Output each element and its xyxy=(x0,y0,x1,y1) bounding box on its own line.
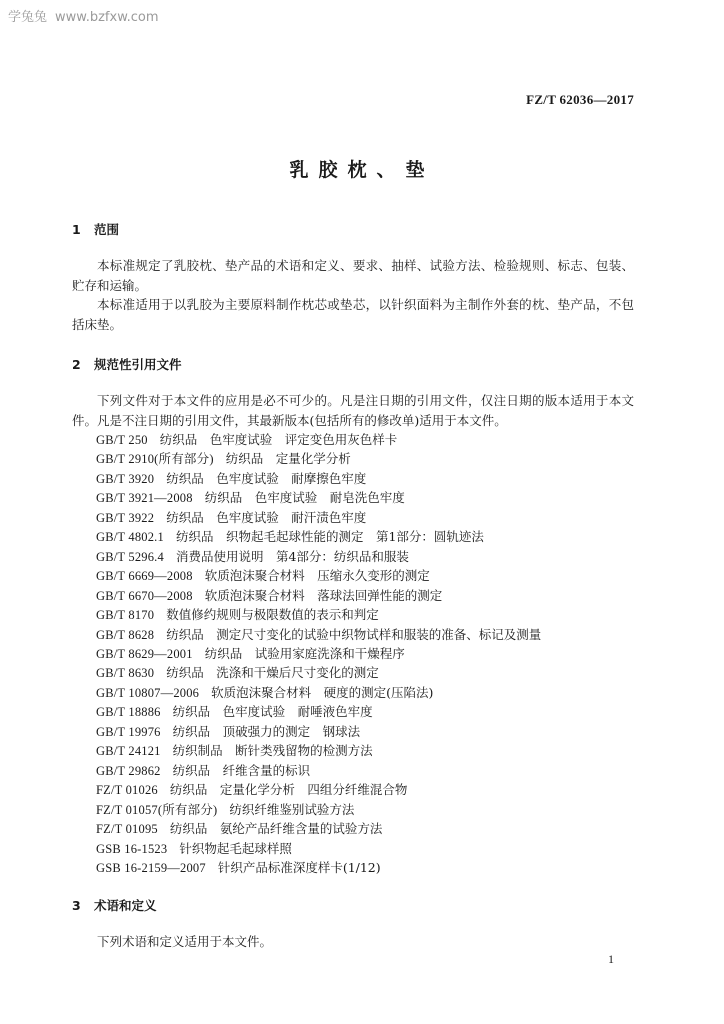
reference-code: GB/T 3922 xyxy=(96,510,155,525)
reference-item xyxy=(96,625,541,644)
reference-item xyxy=(96,800,541,819)
reference-title: 针织物起毛起球样照 xyxy=(179,840,292,856)
watermark-site-name: 学兔兔 xyxy=(8,10,48,25)
section-number: 2 xyxy=(72,357,81,372)
reference-item xyxy=(96,858,541,877)
watermark xyxy=(8,6,159,25)
reference-title: 纺织品 定量化学分析 xyxy=(225,451,351,467)
scope-paragraph-2: 本标准适用于以乳胶为主要原料制作枕芯或垫芯，以针织面料为主制作外套的枕、垫产品，不包括床垫。 xyxy=(72,297,634,332)
reference-item xyxy=(96,449,541,468)
reference-code: GB/T 8628 xyxy=(96,627,155,642)
reference-item xyxy=(96,605,541,624)
reference-title: 纺织品 色牢度试验 评定变色用灰色样卡 xyxy=(159,432,398,447)
section-heading-normative-refs xyxy=(72,355,182,373)
reference-title: 纺织品 纤维含量的标识 xyxy=(172,762,311,778)
reference-title: 软质泡沫聚合材料 压缩永久变形的测定 xyxy=(204,568,430,584)
reference-title: 软质泡沫聚合材料 落球法回弹性能的测定 xyxy=(204,587,443,603)
reference-code: GSB 16-2159—2007 xyxy=(96,860,206,875)
reference-code: GB/T 2910(所有部分) xyxy=(96,452,214,467)
section-title: 规范性引用文件 xyxy=(94,357,182,372)
reference-code: FZ/T 01026 xyxy=(96,783,158,798)
reference-title: 纺织品 色牢度试验 耐皂洗色牢度 xyxy=(204,490,405,506)
reference-item xyxy=(96,586,541,605)
reference-code: GB/T 10807—2006 xyxy=(96,685,200,700)
reference-list xyxy=(96,430,541,877)
reference-item xyxy=(96,430,541,449)
reference-item xyxy=(96,527,541,546)
reference-title: 纺织制品 断针类残留物的检测方法 xyxy=(172,743,373,759)
reference-item xyxy=(96,566,541,585)
normative-refs-intro: 下列文件对于本文件的应用是必不可少的。凡是注日期的引用文件，仅注日期的版本适用于本文件。凡是不注日期的引用文件，其最新版本(包括所有的修改单)适用于本文件。 xyxy=(72,393,634,428)
reference-code: GB/T 8170 xyxy=(96,608,155,623)
reference-item xyxy=(96,761,541,780)
reference-item xyxy=(96,663,541,682)
watermark-url: www.bzfxw.com xyxy=(55,10,159,25)
reference-code: GB/T 18886 xyxy=(96,705,161,720)
reference-item xyxy=(96,508,541,527)
document-title: 乳胶枕、垫 xyxy=(289,159,435,181)
page-number: 1 xyxy=(608,952,614,966)
reference-code: GB/T 250 xyxy=(96,433,148,447)
reference-title: 纺织纤维鉴别试验方法 xyxy=(229,801,355,817)
reference-title: 纺织品 色牢度试验 耐汗渍色牢度 xyxy=(166,509,367,525)
reference-code: GB/T 29862 xyxy=(96,763,161,778)
reference-title: 针织产品标准深度样卡(1/12) xyxy=(217,859,381,875)
reference-code: GB/T 3920 xyxy=(96,471,155,486)
reference-code: GB/T 8629—2001 xyxy=(96,646,193,661)
reference-code: GB/T 4802.1 xyxy=(96,530,164,545)
reference-title: 纺织品 色牢度试验 耐摩擦色牢度 xyxy=(166,470,367,486)
reference-title: 纺织品 顶破强力的测定 钢球法 xyxy=(172,723,361,739)
section-title: 术语和定义 xyxy=(94,898,157,913)
reference-code: GB/T 8630 xyxy=(96,666,155,681)
reference-code: GB/T 24121 xyxy=(96,744,161,759)
section-number: 3 xyxy=(72,898,81,913)
reference-item xyxy=(96,741,541,760)
section-number: 1 xyxy=(72,222,81,237)
reference-title: 纺织品 氨纶产品纤维含量的试验方法 xyxy=(169,821,383,837)
reference-code: GB/T 6670—2008 xyxy=(96,588,193,603)
section-heading-scope xyxy=(72,220,119,238)
reference-item xyxy=(96,722,541,741)
reference-title: 纺织品 试验用家庭洗涤和干燥程序 xyxy=(204,645,405,661)
reference-title: 纺织品 织物起毛起球性能的测定 第1部分：圆轨迹法 xyxy=(175,529,484,545)
reference-code: GB/T 3921—2008 xyxy=(96,491,193,506)
terms-intro: 下列术语和定义适用于本文件。 xyxy=(97,934,273,949)
reference-title: 纺织品 测定尺寸变化的试验中织物试样和服装的准备、标记及测量 xyxy=(166,626,542,642)
reference-item xyxy=(96,547,541,566)
reference-code: GB/T 5296.4 xyxy=(96,549,164,564)
reference-code: FZ/T 01095 xyxy=(96,822,158,837)
standard-code: FZ/T 62036—2017 xyxy=(526,92,634,107)
reference-title: 纺织品 定量化学分析 四组分纤维混合物 xyxy=(169,782,408,798)
scope-paragraph-1: 本标准规定了乳胶枕、垫产品的术语和定义、要求、抽样、试验方法、检验规则、标志、包装、贮存和运输。 xyxy=(72,258,634,293)
reference-item xyxy=(96,488,541,507)
reference-code: GSB 16-1523 xyxy=(96,841,168,856)
reference-item xyxy=(96,819,541,838)
reference-item xyxy=(96,780,541,799)
reference-code: FZ/T 01057(所有部分) xyxy=(96,802,218,817)
reference-code: GB/T 6669—2008 xyxy=(96,569,193,584)
reference-title: 纺织品 色牢度试验 耐唾液色牢度 xyxy=(172,704,373,720)
reference-code: GB/T 19976 xyxy=(96,724,161,739)
reference-title: 数值修约规则与极限数值的表示和判定 xyxy=(166,607,379,623)
reference-title: 纺织品 洗涤和干燥后尺寸变化的测定 xyxy=(166,665,379,681)
reference-item xyxy=(96,683,541,702)
reference-item xyxy=(96,469,541,488)
section-title: 范围 xyxy=(94,222,120,237)
reference-item xyxy=(96,644,541,663)
reference-item xyxy=(96,702,541,721)
reference-title: 消费品使用说明 第4部分：纺织品和服装 xyxy=(175,548,409,564)
reference-title: 软质泡沫聚合材料 硬度的测定(压陷法) xyxy=(211,684,434,700)
reference-item xyxy=(96,839,541,858)
section-heading-terms xyxy=(72,896,157,914)
